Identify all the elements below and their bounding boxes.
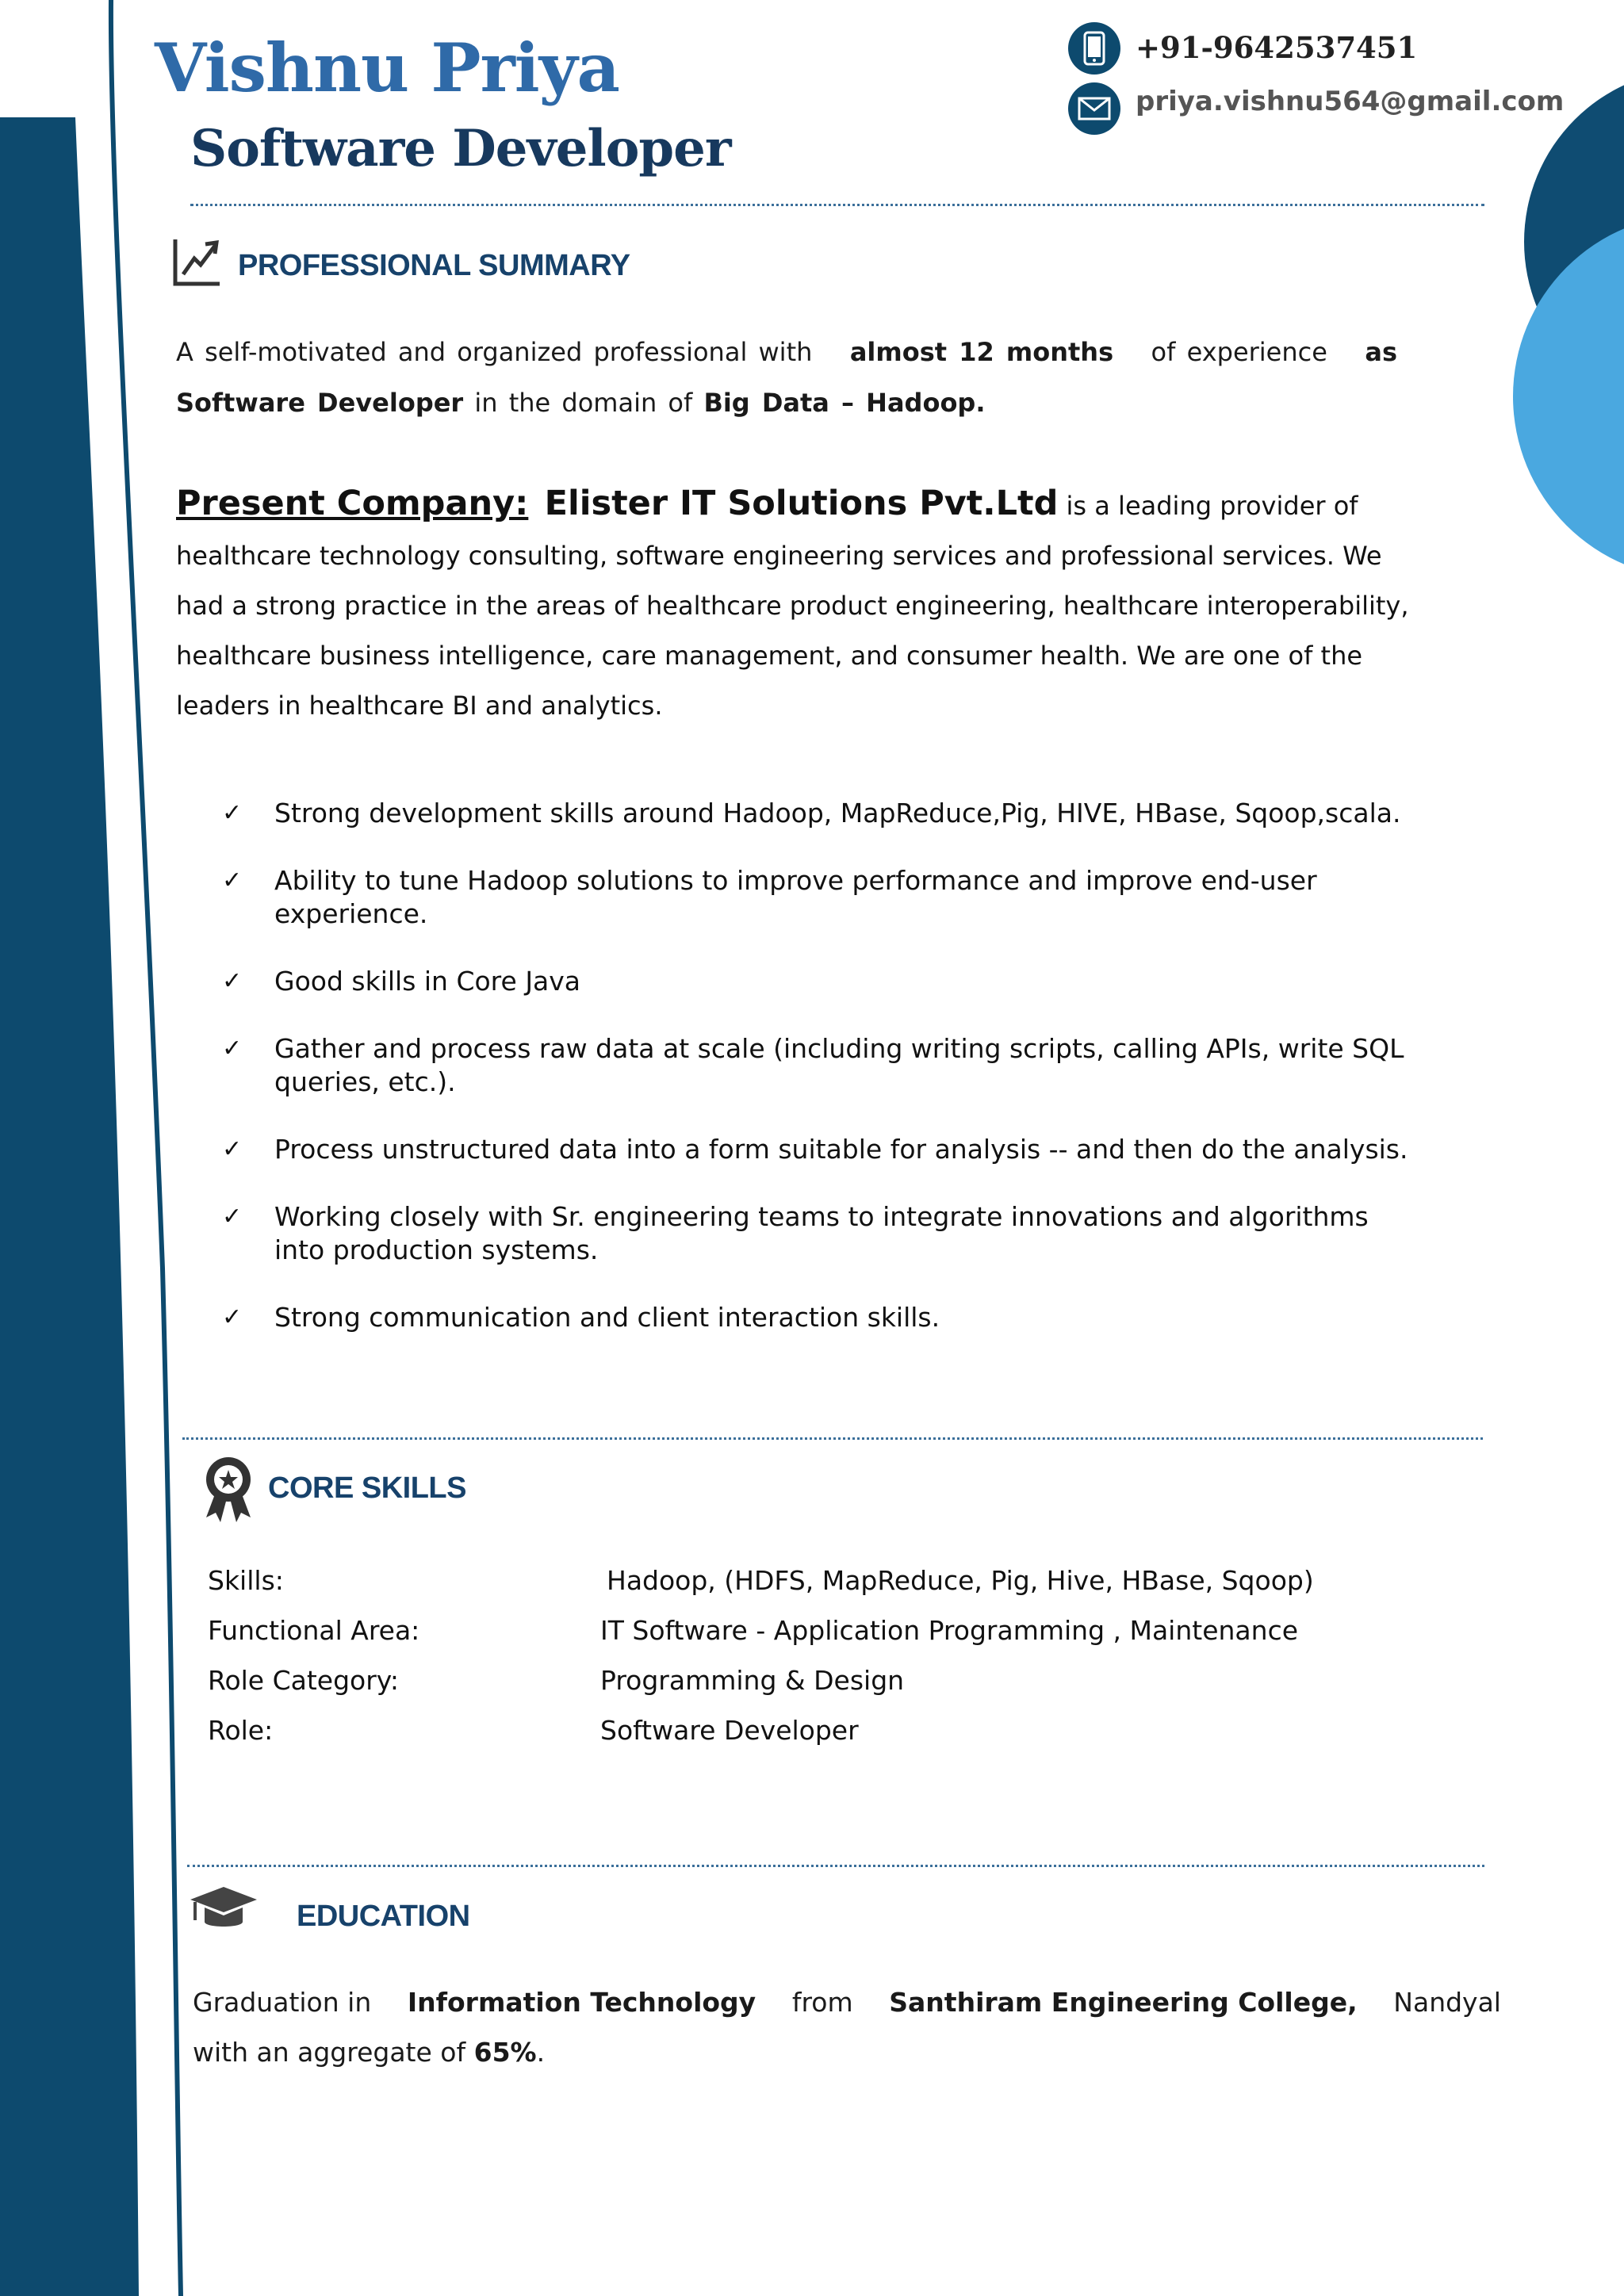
edu-text: Nandyal [1393,1987,1501,2018]
edu-text: from [791,1987,853,2018]
skill-value: IT Software - Application Programming , Maintenance [600,1615,1299,1646]
table-row [208,1655,1314,1705]
summary-divider [182,1437,1483,1440]
bullet-text: Gather and process raw data at scale (including writing scripts, calling APIs, write SQL queries, etc.). [274,1033,1404,1097]
summary-text: in the domain of [474,388,693,418]
mobile-phone-icon [1068,22,1120,75]
bullet-text: Good skills in Core Java [274,966,581,997]
present-company-label: Present Company: [176,484,529,523]
company-desc-inline: is a leading provider of [1066,491,1358,521]
graduation-cap-icon [187,1882,259,1938]
check-mark-icon: ✓ [222,799,243,827]
check-mark-icon: ✓ [222,1035,243,1062]
list-item [222,1133,1411,1166]
left-navy-band [0,117,139,2296]
edu-bold: 65% [473,2037,537,2068]
table-row [208,1605,1314,1655]
award-ribbon-icon [198,1454,259,1525]
skill-key: Skills: [208,1565,284,1596]
skill-value: Software Developer [600,1715,859,1746]
edu-text: with an aggregate of [193,2037,466,2068]
education-paragraph [193,1977,1501,2077]
list-item [222,1200,1411,1267]
summary-bold: Software Developer [176,388,464,418]
email-address[interactable]: priya.vishnu564@gmail.com [1136,86,1565,117]
edu-bold: Information Technology [407,1987,756,2018]
envelope-icon [1068,82,1120,135]
summary-bold: almost 12 months [849,337,1114,367]
check-mark-icon: ✓ [222,1303,243,1331]
bullet-text: Process unstructured data into a form suitable for analysis -- and then do the analysis. [274,1134,1408,1165]
table-row [208,1705,1314,1755]
check-mark-icon: ✓ [222,867,243,894]
summary-bold: as [1365,337,1397,367]
bullet-text: Strong communication and client interaction skills. [274,1302,940,1333]
skill-key: Role: [208,1715,274,1746]
summary-paragraph [176,327,1397,428]
phone-number[interactable]: +91-9642537451 [1136,30,1418,65]
present-company-paragraph [176,479,1413,731]
check-mark-icon: ✓ [222,1203,243,1230]
candidate-name: Vishnu Priya [155,29,619,107]
skill-value: Hadoop, (HDFS, MapReduce, Pig, Hive, HBase, Sqoop) [607,1565,1314,1596]
bullet-text: Strong development skills around Hadoop, MapReduce,Pig, HIVE, HBase, Sqoop,scala. [274,798,1401,828]
edu-bold: Santhiram Engineering College, [889,1987,1358,2018]
table-row [208,1556,1314,1605]
company-desc: healthcare technology consulting, software engineering services and professional services. We had a strong practice in the areas of healthcare product engineering, healthcare interoperability, healthcare business intelligence, care management, and consumer health. We are one of the leaders in healthcare BI and analytics. [176,541,1409,721]
company-name: Elister IT Solutions Pvt.Ltd [544,484,1059,523]
check-mark-icon: ✓ [222,967,243,995]
list-item [222,965,1411,998]
trend-chart-icon [170,236,223,292]
list-item [222,1301,1411,1334]
edu-text: Graduation in [193,1987,372,2018]
check-mark-icon: ✓ [222,1135,243,1163]
candidate-title: Software Developer [190,119,731,178]
skill-key: Functional Area: [208,1615,420,1646]
summary-text: of experience [1151,337,1327,367]
core-skills-table [208,1556,1314,1755]
skill-key: Role Category: [208,1665,400,1696]
bullet-text: Ability to tune Hadoop solutions to improve performance and improve end-user experience. [274,865,1317,929]
list-item [222,797,1411,830]
header-divider [190,204,1484,206]
education-heading: EDUCATION [297,1900,470,1933]
bullet-text: Working closely with Sr. engineering teams to integrate innovations and algorithms into production systems. [274,1201,1369,1265]
skills-divider [187,1865,1484,1867]
summary-bullet-list [222,797,1411,1368]
edu-text: . [536,2037,546,2068]
skill-value: Programming & Design [600,1665,905,1696]
summary-bold: Big Data – Hadoop. [703,388,986,418]
list-item [222,864,1411,931]
core-skills-heading: CORE SKILLS [268,1471,466,1505]
list-item [222,1032,1411,1099]
summary-text: A self-motivated and organized professional with [176,337,813,367]
summary-heading: PROFESSIONAL SUMMARY [238,249,630,282]
